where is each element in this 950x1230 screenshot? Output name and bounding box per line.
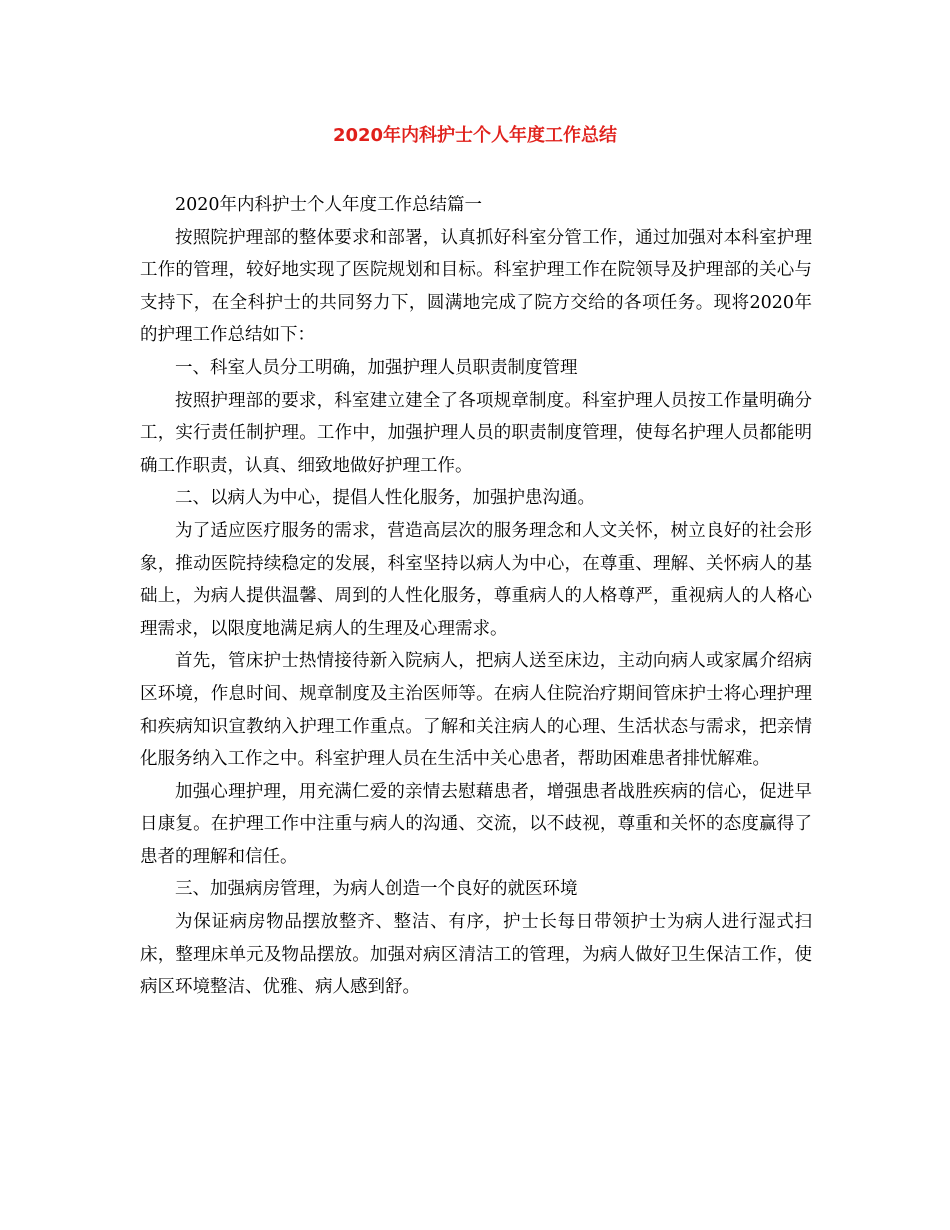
paragraph: 为了适应医疗服务的需求，营造高层次的服务理念和人文关怀，树立良好的社会形象，推动医院持续稳定的发展，科室坚持以病人为中心，在尊重、理解、关怀病人的基础上，为病人提供温馨、周到的人性化服务，尊重病人的人格尊严，重视病人的人格心理需求，以限度地满足病人的生理及心理需求。 <box>140 520 812 639</box>
document-title: 2020年内科护士个人年度工作总结 <box>332 125 618 146</box>
section-heading: 2020年内科护士个人年度工作总结篇一 <box>175 195 483 215</box>
paragraph: 按照院护理部的整体要求和部署，认真抓好科室分管工作，通过加强对本科室护理工作的管理，较好地实现了医院规划和目标。科室护理工作在院领导及护理部的关心与支持下，在全科护士的共同努力下，圆满地完成了院方交给的各项任务。现将2020年的护理工作总结如下： <box>140 227 812 346</box>
section-heading: 三、加强病房管理，为病人创造一个良好的就医环境 <box>175 879 578 900</box>
document-body <box>140 189 812 1004</box>
section-heading: 一、科室人员分工明确，加强护理人员职责制度管理 <box>175 357 578 378</box>
section-heading: 二、以病人为中心，提倡人性化服务，加强护患沟通。 <box>175 488 595 509</box>
paragraph: 按照护理部的要求，科室建立建全了各项规章制度。科室护理人员按工作量明确分工，实行责任制护理。工作中，加强护理人员的职责制度管理，使每名护理人员都能明确工作职责，认真、细致地做好护理工作。 <box>140 390 812 476</box>
paragraph: 为保证病房物品摆放整齐、整洁、有序，护士长每日带领护士为病人进行湿式扫床，整理床单元及物品摆放。加强对病区清洁工的管理，为病人做好卫生保洁工作，使病区环境整洁、优雅、病人感到舒。 <box>140 912 812 998</box>
paragraph: 加强心理护理，用充满仁爱的亲情去慰藉患者，增强患者战胜疾病的信心，促进早日康复。在护理工作中注重与病人的沟通、交流，以不歧视，尊重和关怀的态度赢得了患者的理解和信任。 <box>140 781 812 867</box>
paragraph: 首先，管床护士热情接待新入院病人，把病人送至床边，主动向病人或家属介绍病区环境，作息时间、规章制度及主治医师等。在病人住院治疗期间管床护士将心理护理和疾病知识宣教纳入护理工作重点。了解和关注病人的心理、生活状态与需求，把亲情化服务纳入工作之中。科室护理人员在生活中关心患者，帮助困难患者排忧解难。 <box>140 651 812 770</box>
